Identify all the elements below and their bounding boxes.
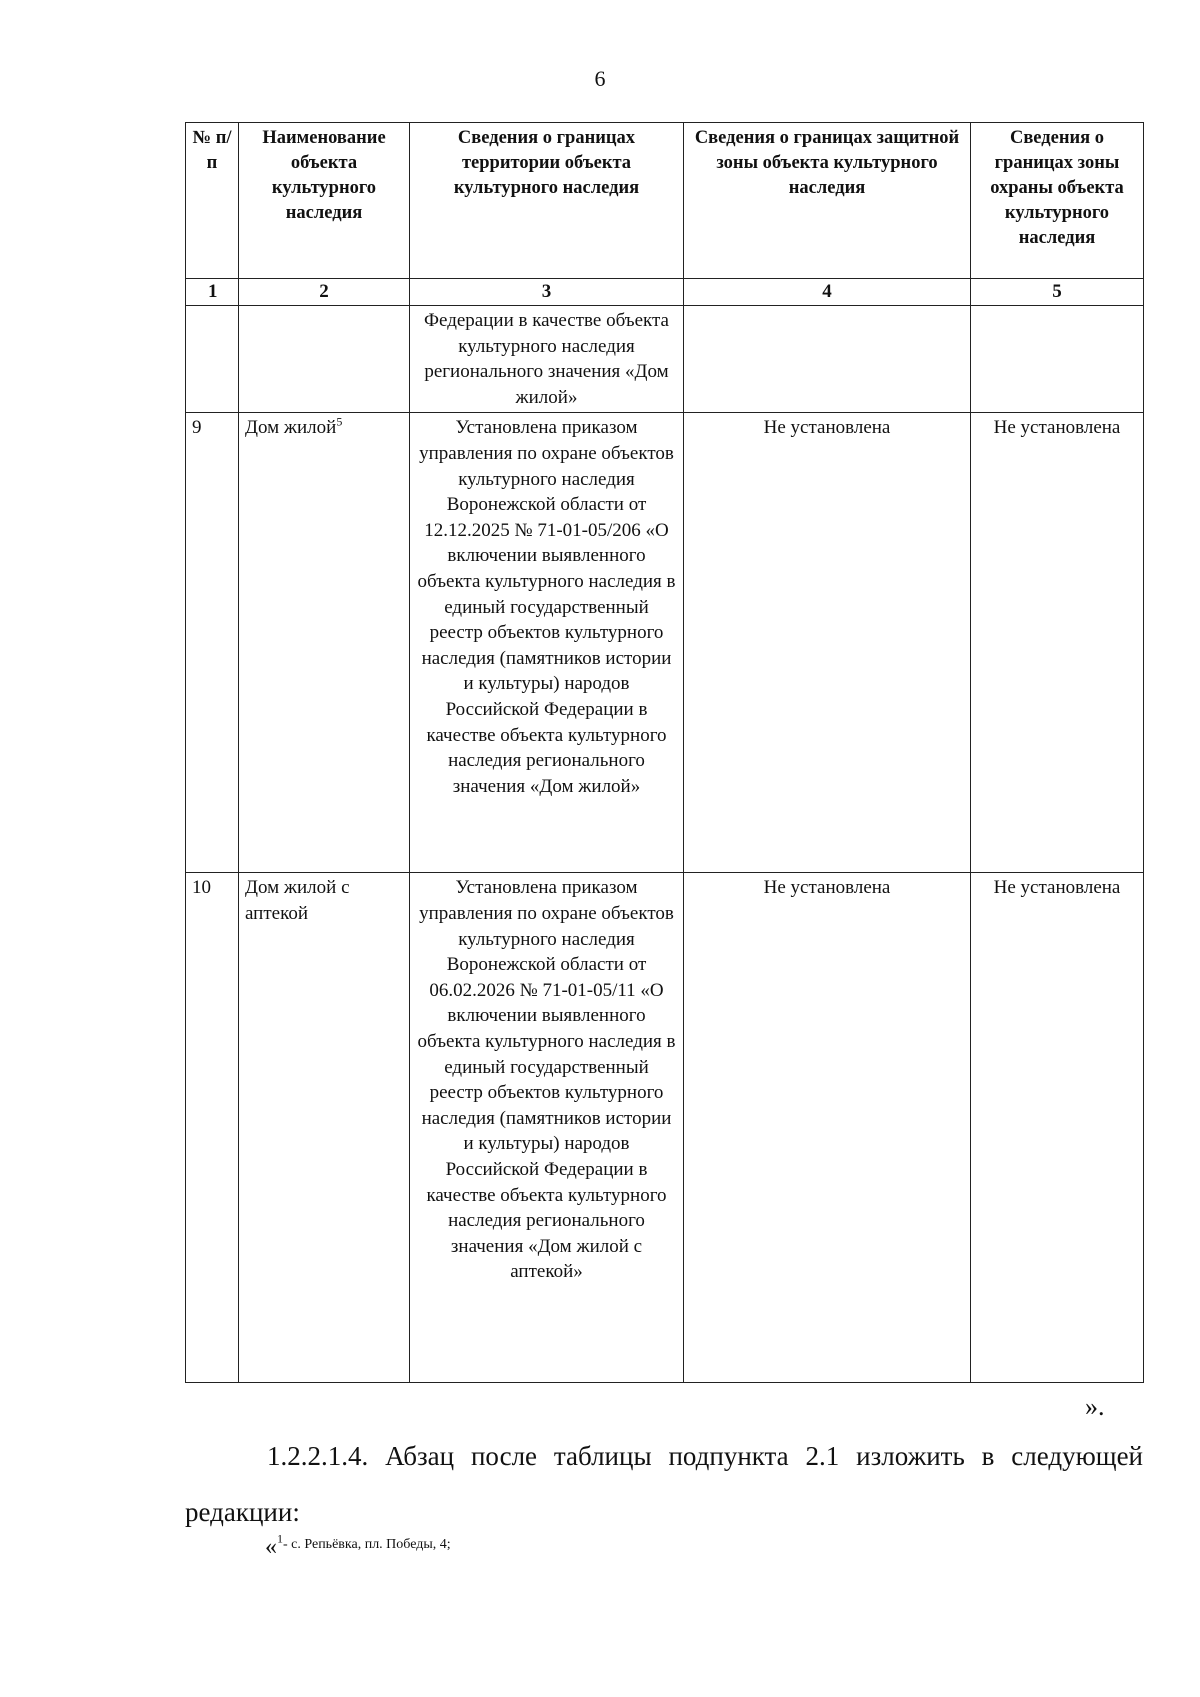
cell-security-zone xyxy=(971,306,1144,413)
header-protective-zone: Сведения о границах защитной зоны объекта культурного наследия xyxy=(684,123,971,279)
heritage-objects-table xyxy=(185,122,1144,1383)
cell-object-name xyxy=(239,306,410,413)
footnote-line xyxy=(265,1531,451,1561)
table-row xyxy=(186,873,1144,1383)
header-security-zone: Сведения о границах зоны охраны объекта культурного наследия xyxy=(971,123,1144,279)
column-number: 5 xyxy=(971,279,1144,306)
cell-protective-zone: Не установлена xyxy=(684,873,971,1383)
opening-quote: « xyxy=(265,1534,277,1560)
header-number: № п/п xyxy=(186,123,239,279)
column-number: 3 xyxy=(410,279,684,306)
header-object-name: Наименование объекта культурного наследия xyxy=(239,123,410,279)
cell-security-zone: Не установлена xyxy=(971,873,1144,1383)
footnote-marker: 1 xyxy=(277,1531,283,1546)
table-row xyxy=(186,413,1144,873)
amendment-paragraph: 1.2.2.1.4. Абзац после таблицы подпункта 2.1 изложить в следующей редакции: xyxy=(185,1441,1143,1527)
cell-object-name xyxy=(239,873,410,1383)
closing-quote: ». xyxy=(1085,1392,1105,1421)
footnote-text: - с. Репьёвка, пл. Победы, 4; xyxy=(283,1537,451,1552)
cell-number xyxy=(186,306,239,413)
cell-number: 10 xyxy=(186,873,239,1383)
column-numbers-row xyxy=(186,279,1144,306)
cell-object-name xyxy=(239,413,410,873)
object-name-text: Дом жилой xyxy=(245,417,337,439)
cell-security-zone: Не установлена xyxy=(971,413,1144,873)
cell-territory: Установлена приказом управления по охране объектов культурного наследия Воронежской области от 12.12.2025 № 71-01-05/206 «О включении выявленного объекта культурного наследия в единый государственный реестр объектов культурного наследия (памятников истории и культуры) народов Российской Федерации в качестве объекта культурного наследия регионального значения «Дом жилой» xyxy=(410,413,684,873)
cell-territory: Федерации в качестве объекта культурного наследия регионального значения «Дом жилой» xyxy=(410,306,684,413)
table-row xyxy=(186,306,1144,413)
footnote-reference: 5 xyxy=(336,415,343,430)
table-header-row xyxy=(186,123,1144,279)
cell-protective-zone: Не установлена xyxy=(684,413,971,873)
column-number: 4 xyxy=(684,279,971,306)
cell-territory: Установлена приказом управления по охране объектов культурного наследия Воронежской области от 06.02.2026 № 71-01-05/11 «О включении выявленного объекта культурного наследия в единый государственный реестр объектов культурного наследия (памятников истории и культуры) народов Российской Федерации в качестве объекта культурного наследия регионального значения «Дом жилой с аптекой» xyxy=(410,873,684,1383)
cell-protective-zone xyxy=(684,306,971,413)
column-number: 1 xyxy=(186,279,239,306)
column-number: 2 xyxy=(239,279,410,306)
header-territory: Сведения о границах территории объекта культурного наследия xyxy=(410,123,684,279)
object-name-text: Дом жилой с аптекой xyxy=(245,877,350,924)
page-number: 6 xyxy=(594,66,606,91)
cell-number: 9 xyxy=(186,413,239,873)
